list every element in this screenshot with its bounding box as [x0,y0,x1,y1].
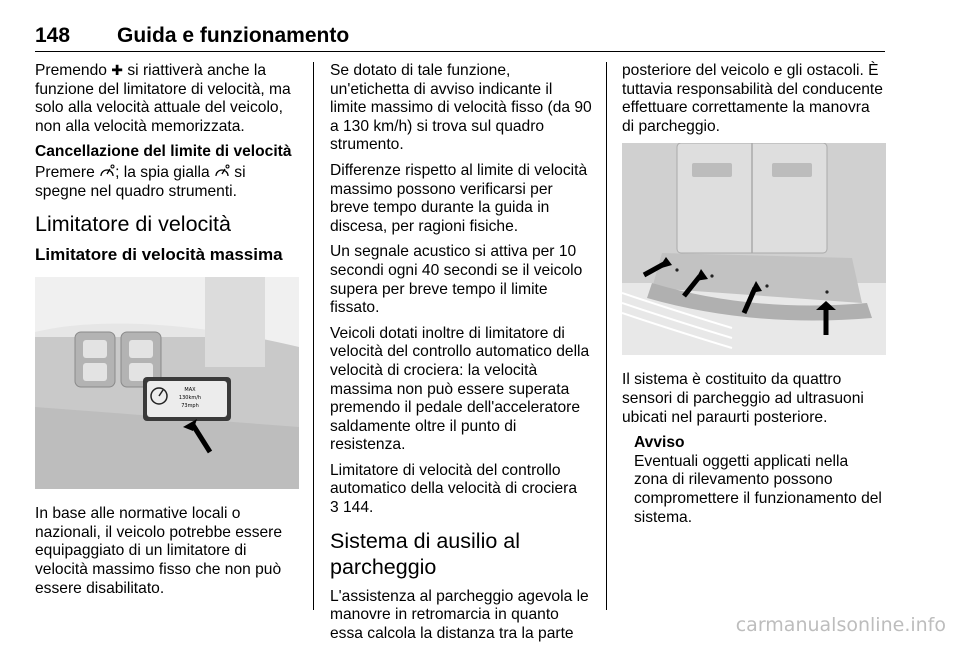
svg-text:73mph: 73mph [181,403,199,410]
paragraph: Veicoli dotati inoltre di limitatore di velocità del controllo automatico della velocità di crociera: la velocità massima non può essere superata premendo il pedale dell'acceleratore saldamente oltre il punto di resistenza. [330,324,590,454]
column-1 [35,62,300,605]
paragraph: Differenze rispetto al limite di velocità massimo possono verificarsi per breve tempo durante la guida in discesa, per ragioni fisiche. [330,161,588,235]
paragraph: Il sistema è costituito da quattro sensori di parcheggio ad ultrasuoni ubicati nel paraurti posteriore. [622,371,864,426]
page-reference-link[interactable]: 3 144. [330,499,374,517]
speed-label-text: MAX [184,387,196,394]
note-box [634,434,886,527]
paragraph: Un segnale acustico si attiva per 10 secondi ogni 40 secondi se il veicolo supera per breve tempo il limite fissato. [330,243,583,317]
speed-limiter-icon [99,164,115,178]
paragraph: In base alle normative locali o nazionali, il veicolo potrebbe essere equipaggiato di un limitatore di velocità massimo fisso che non può essere disabilitato. [35,505,283,597]
subheading: Cancellazione del limite di velocità [35,143,292,161]
parking-sensors-photo [622,143,886,355]
header-rule [35,51,885,52]
column-3 [622,62,886,527]
page-title: Guida e funzionamento [117,24,350,47]
section-subheading: Limitatore di velocità massima [35,245,283,265]
plus-icon: ✚ [111,63,124,79]
section-heading: Limitatore di velocità [35,212,231,237]
paragraph: Limitatore di velocità del controllo automatico della velocità di crociera 3 144. [330,461,578,517]
section-heading: Sistema di ausilio al parcheggio [330,528,521,579]
column-divider [313,62,314,610]
speed-limiter-icon [214,164,230,178]
column-divider [606,62,607,610]
paragraph: Premere ; la spia gialla si spegne nel quadro strumenti. [35,163,246,200]
note-text: Eventuali oggetti applicati nella zona di rilevamento possono compromettere il funzionamento del sistema. [634,452,882,526]
page-header [35,18,885,52]
note-title: Avviso [634,434,685,452]
paragraph: L'assistenza al parcheggio agevola le manovre in retromarcia in quanto essa calcola la distanza tra la parte [330,587,589,642]
svg-text:130km/h: 130km/h [178,395,202,402]
paragraph: Premendo ✚ si riattiverà anche la funzione del limitatore di velocità, ma solo alla velocità attuale del veicolo, non alla velocità memorizzata. [35,62,291,135]
column-2 [330,62,592,650]
page-number: 148 [35,24,71,47]
speed-label-photo [35,277,299,489]
paragraph: Se dotato di tale funzione, un'etichetta di avviso indicante il limite massimo di velocità fisso (da 90 a 130 km/h) si trova sul quadro strumento. [330,62,592,154]
paragraph: posteriore del veicolo e gli ostacoli. È tuttavia responsabilità del conducente effettuare correttamente la manovra di parcheggio. [622,62,883,135]
watermark: carmanualsonline.info [735,614,946,636]
